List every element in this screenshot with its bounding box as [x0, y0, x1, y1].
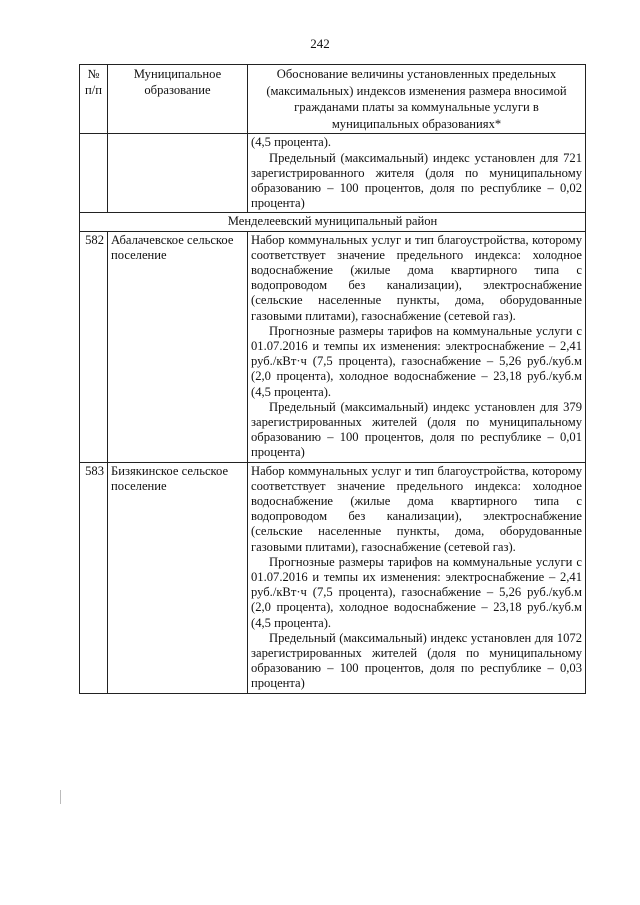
continuation-paragraph: Предельный (максимальный) индекс установлен для 721 зарегистрированного жителя (доля по муниципальному образованию – 100 процентов, доля по республике – 0,02 процента)	[251, 150, 582, 211]
district-row	[80, 213, 586, 231]
page-number: 242	[310, 36, 330, 51]
table-row	[80, 231, 586, 462]
municipality-name: Абалачевское сельское поселение	[108, 231, 248, 462]
municipality-name: Бизякинское сельское поселение	[108, 462, 248, 693]
district-title: Менделеевский муниципальный район	[80, 213, 586, 231]
justification-paragraph: Набор коммунальных услуг и тип благоустройства, которому соответствует значение предельного индекса: холодное водоснабжение (жилые дома квартирного типа с водопроводом без канализации), электроснабжение (сельские населенные пункты, дома, оборудованные газовыми плитами), газоснабжение (сетевой газ).	[251, 463, 582, 554]
justification-paragraph: Набор коммунальных услуг и тип благоустройства, которому соответствует значение предельного индекса: холодное водоснабжение (жилые дома квартирного типа с водопроводом без канализации), электроснабжение (сельские населенные пункты, дома, оборудованные газовыми плитами), газоснабжение (сетевой газ).	[251, 232, 582, 323]
justification-paragraph: Предельный (максимальный) индекс установлен для 1072 зарегистрированных жителей (доля по муниципальному образованию – 100 процентов, доля по республике – 0,03 процента)	[251, 630, 582, 691]
row-number: 582	[80, 231, 108, 462]
justification-cell	[248, 462, 586, 693]
header-municipality: Муниципальное образование	[108, 65, 248, 134]
justification-paragraph: Прогнозные размеры тарифов на коммунальные услуги с 01.07.2016 и темпы их изменения: электроснабжение – 2,41 руб./кВт·ч (7,5 процента), газоснабжение – 5,26 руб./куб.м (2,0 процента), холодное водоснабжение – 23,18 руб./куб.м (4,5 процента).	[251, 554, 582, 630]
table-row	[80, 462, 586, 693]
justification-cell	[248, 231, 586, 462]
header-justification: Обоснование величины установленных предельных (максимальных) индексов изменения размера вносимой гражданами платы за коммунальные услуги в муниципальных образованиях*	[248, 65, 586, 134]
justification-paragraph: Предельный (максимальный) индекс установлен для 379 зарегистрированных жителей (доля по муниципальному образованию – 100 процентов, доля по республике – 0,01 процента)	[251, 399, 582, 460]
scan-artifact-line	[60, 790, 61, 804]
table-header-row	[80, 65, 586, 134]
justification-paragraph: Прогнозные размеры тарифов на коммунальные услуги с 01.07.2016 и темпы их изменения: электроснабжение – 2,41 руб./кВт·ч (7,5 процента), газоснабжение – 5,26 руб./куб.м (2,0 процента), холодное водоснабжение – 23,18 руб./куб.м (4,5 процента).	[251, 323, 582, 399]
row-number: 583	[80, 462, 108, 693]
continuation-municipality-cell	[108, 134, 248, 213]
continuation-row	[80, 134, 586, 213]
tariff-table	[79, 64, 586, 694]
header-num: № п/п	[80, 65, 108, 134]
continuation-paragraph: (4,5 процента).	[251, 135, 332, 150]
continuation-text-cell	[248, 134, 586, 213]
continuation-num-cell	[80, 134, 108, 213]
